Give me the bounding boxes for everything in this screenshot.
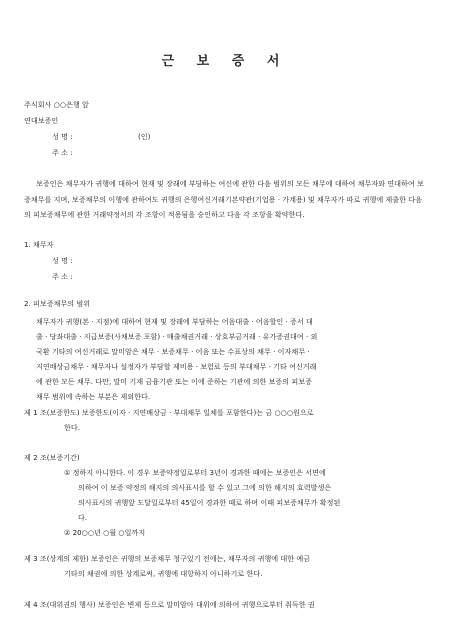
article-2-item-1-line: 의사표시의 귀행앞 도달일로부터 45일이 경과한 때로 하며 이때 피보증채무가 확정된 [78,498,341,507]
section2-line: 출 · 당좌대출 · 지급보증(사채보증 포함) · 매출채권거래 · 상호부금거래 · 유가증권대여 · 외 [36,332,318,341]
article-2-item-1-line: 다. [78,513,88,522]
article-2-item-2: ② 20○○년 ○월 ○일까지 [64,528,146,537]
section2-line: 채무자가 귀행(본 · 지점)에 대하여 현재 및 장래에 부담하는 어음대출 · 어음할인 · 증서 대 [36,317,313,326]
debtor-name-label: 성 명 : [52,256,73,265]
article-2-item-1 [64,465,426,525]
article-3-line: 제 3 조(상계의 제한) 보증인은 귀행의 보증채무 청구있기 전에는, 채무자의 귀행에 대한 예금 [24,554,311,563]
article-4-line: 제 4 조(대위권의 행사) 보증인은 변제 등으로 말미암아 대위에 의하여 귀행으로부터 취득한 권 [24,600,315,609]
article-1 [24,405,426,435]
creditor-line: 주식회사 ○○은행 앞 [24,100,89,109]
section2-line: 채무 범위에 속하는 부분은 제외한다. [36,392,151,401]
section2-body [36,314,317,404]
article-2-item-1-line: 의하여 이 보증 약정의 해지의 의사표시를 할 수 있고 그에 의한 해지의 효력발생은 [78,483,332,492]
document-title: 근 보 증 서 [161,54,289,69]
section2-line: 에 관한 모든 채무. 다만, 말미 기재 금융기관 또는 이에 준하는 기관에 의한 보증의 피보증 [36,377,312,386]
article-2-heading: 제 2 조(보증기간) [24,453,80,462]
debtor-address-label: 주 소 : [52,272,73,281]
guarantor-address-label: 주 소 : [52,148,73,157]
intro-paragraph: 보증인은 채무자가 귀행에 대하여 현재 및 장래에 부담하는 여신에 관한 다음 범위의 모든 채무에 대하여 채무자와 연대하여 보증채무를 지며, 보증채무의 이행에 관하여도 귀행의 은행여신거래기본약관(기업용 · 가계용) 및 채무자가 따로 귀행에 제출한 다음의 피보증채무에 관한 거래약정서의 각 조항이 적용됨을 승인하고 다음 각 조항을 확약한다. [24,179,424,219]
section2-line: 지연배상금채무 · 채무자나 설정자가 부담할 제비용 · 보험료 등의 부대채무 · 기타 여신거래 [36,362,317,371]
guarantor-label: 연대보증인 [24,116,59,125]
article-3-line: 기타의 채권에 의한 상계로써, 귀행에 대항하지 아니하기로 한다. [64,569,263,578]
section1-heading: 1. 채무자 [24,240,54,249]
article-1-line: 한다. [64,423,80,432]
article-4 [24,597,426,612]
guarantor-name-label: 성 명 : [52,132,73,141]
seal-mark: (인) [138,132,151,141]
section2-line: 국환 기타의 여신거래로 말미암은 채무 · 보증채무 · 어음 또는 수표상의 채무 · 이자채무 · [36,347,310,356]
article-3 [24,551,426,581]
article-1-line: 제 1 조(보증한도) 보증한도(이자 · 지연배상금 · 부대채무 일체를 포함한다)는 금 ○○○원으로 [24,408,314,417]
section2-heading: 2. 피보증채무의 범위 [24,299,91,308]
article-2-item-1-line: ① 정하지 아니한다. 이 경우 보증약정일로부터 3년이 경과한 때에는 보증인은 서면에 [64,468,326,477]
